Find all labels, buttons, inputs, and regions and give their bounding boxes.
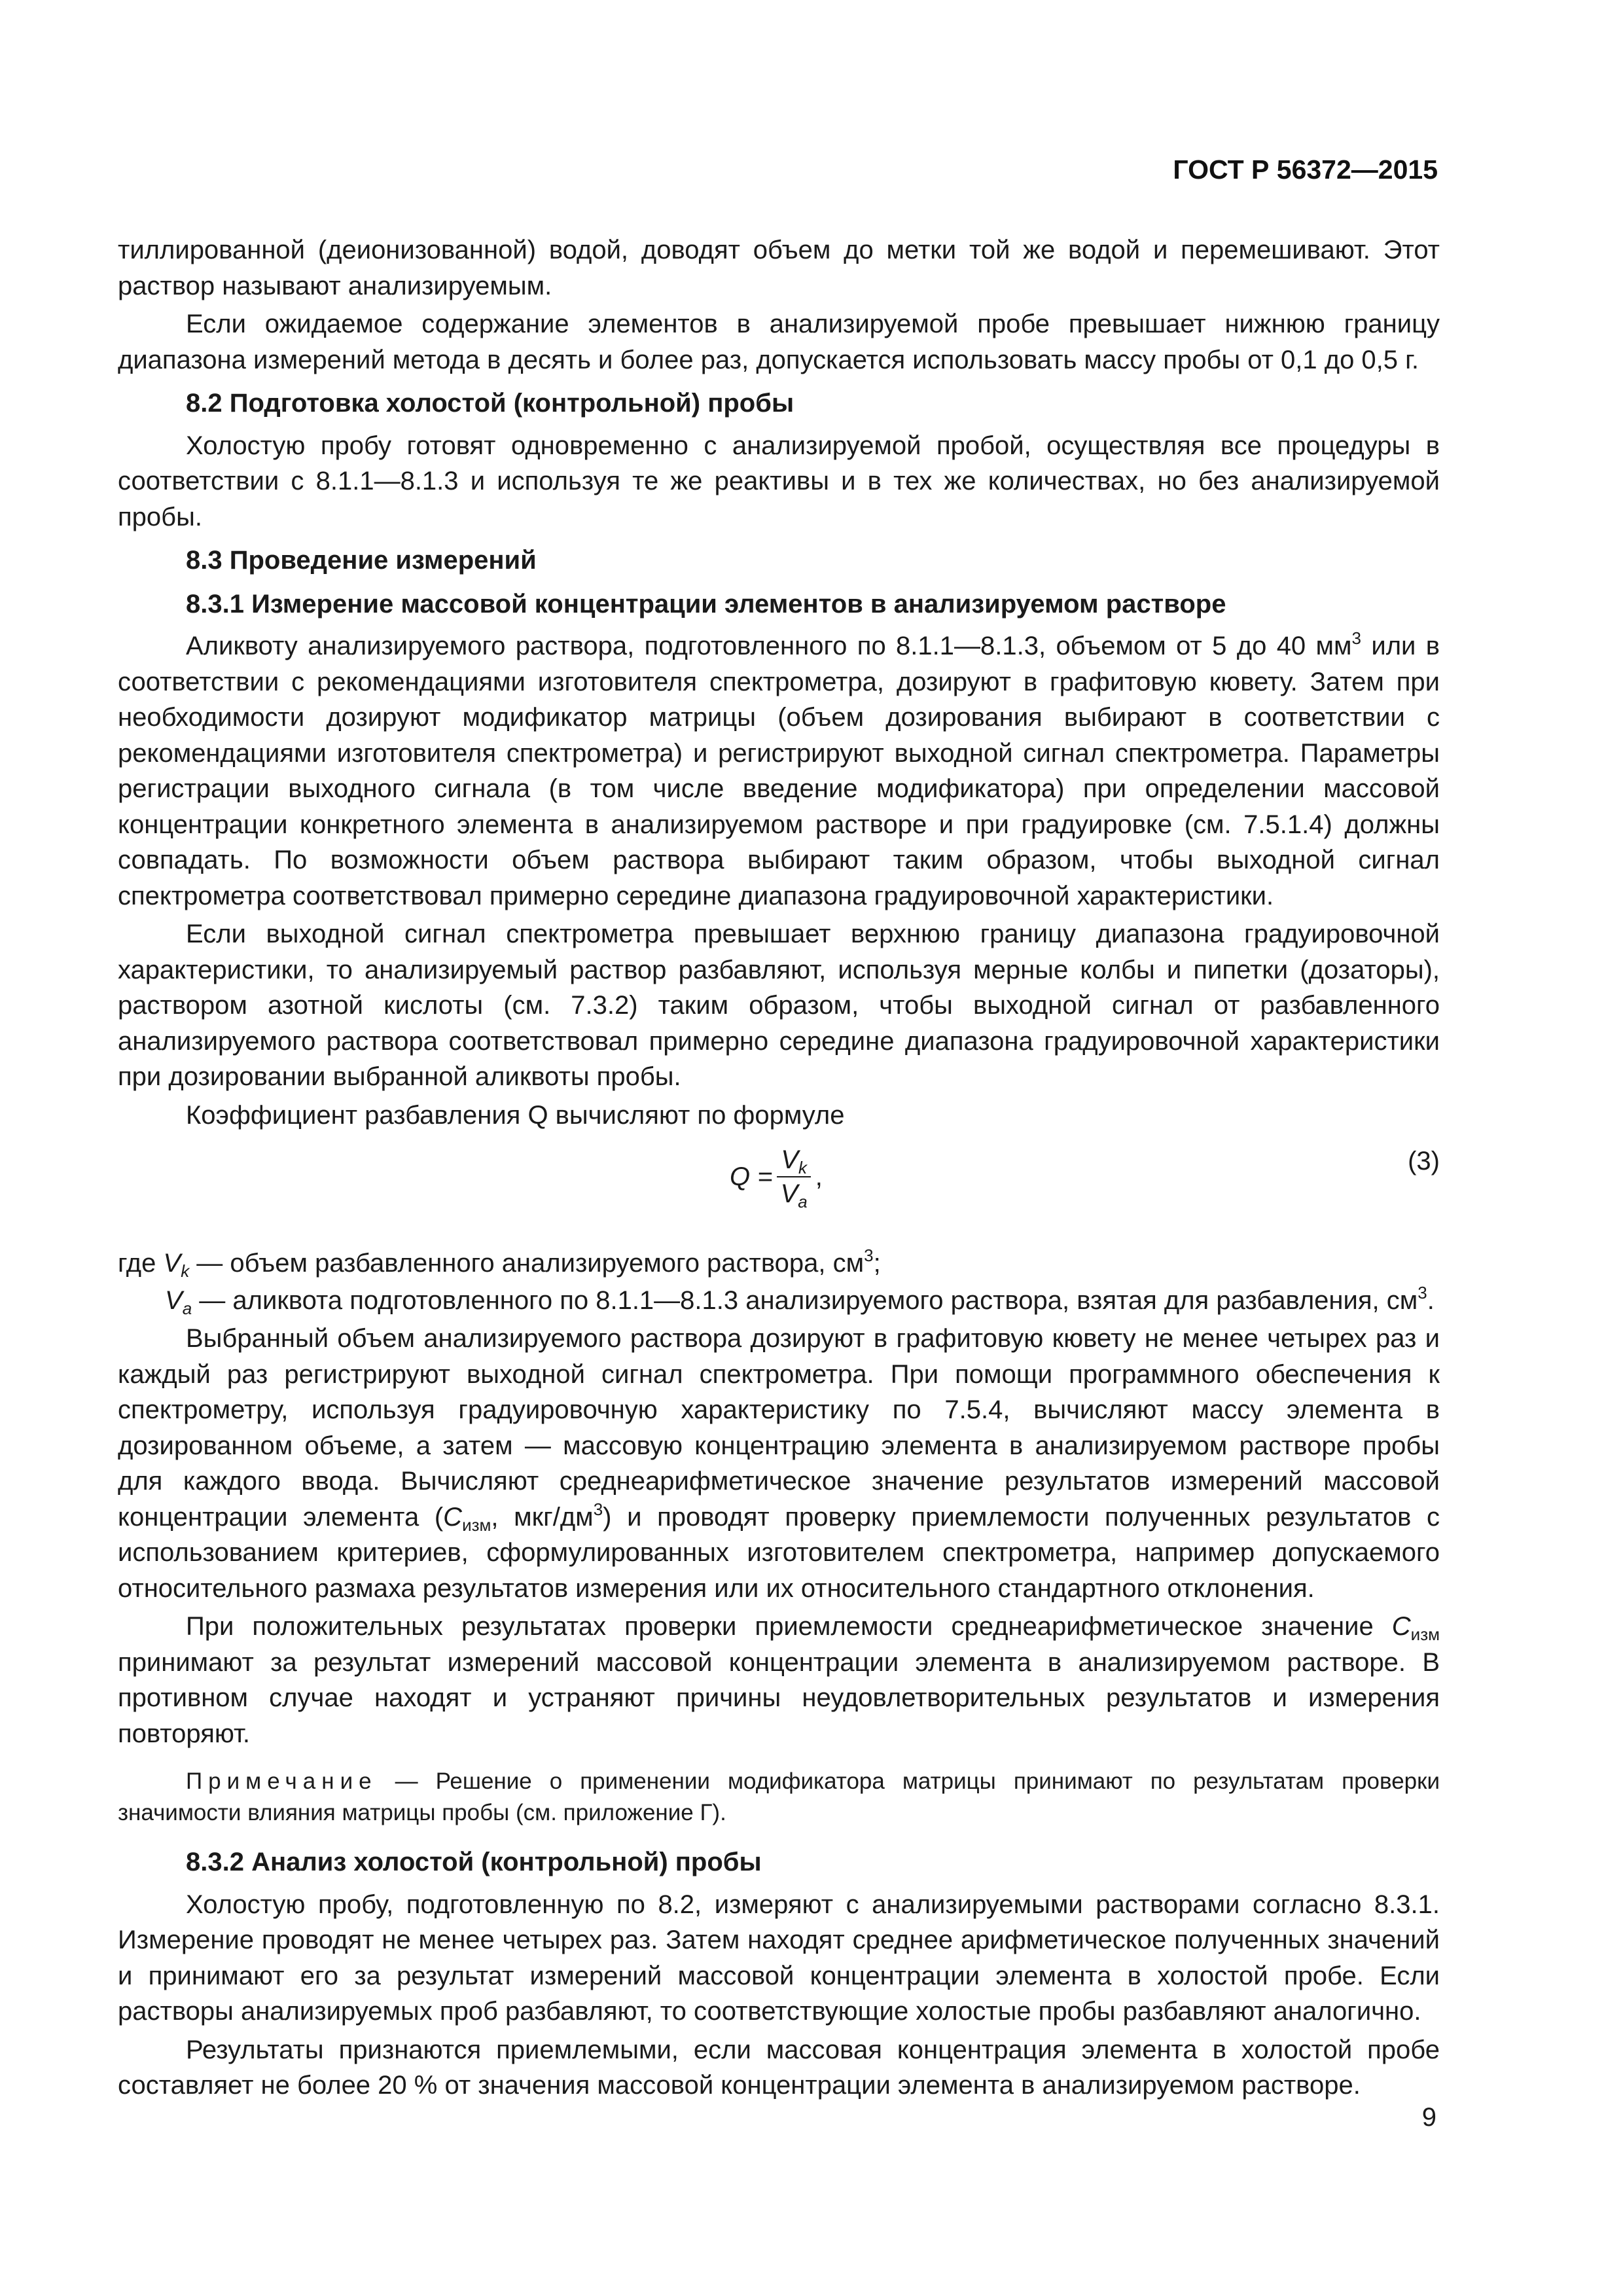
page-number: 9 bbox=[1421, 2103, 1436, 2132]
paragraph-measurement-repeat: Выбранный объем анализируемого раствора дозируют в графитовую кювету не менее четырех раз и каждый раз регистрируют выходной сигнал спектрометра. При помощи программного обеспечения к спектрометру, используя градуировочную характеристику по 7.5.4, вычисляют массу элемента в дозированном объеме, а затем — массовую концентрацию элемента в анализируемом растворе пробы для каждого ввода. Вычисляют среднеарифметическое значение результатов измерений массовой концентрации элемента ($C_{изм}$, мкг/$дм^3$) и проводят проверку приемлемости полученных результатов с использованием критериев, сформулированных изготовителем спектрометра, например допускаемого относительного размаха результатов измерения или их относительного стандартного отклонения. bbox=[118, 1324, 1440, 1603]
formula-numerator: $V_k$ bbox=[777, 1145, 811, 1177]
section-heading-8-3-2: 8.3.2 Анализ холостой (контрольной) пробы bbox=[186, 1848, 762, 1876]
paragraph-results-acceptable: Результаты признаются приемлемыми, если массовая концентрация элемента в холостой пробе составляет не более 20 % от значения массовой концентрации элемента в анализируемом растворе. bbox=[118, 2035, 1440, 2100]
formula-denominator: $V_a$ bbox=[780, 1179, 808, 1211]
paragraph-blank-analysis: Холостую пробу, подготовленную по 8.2, измеряют с анализируемыми растворами согласно 8.3.1. Измерение проводят не менее четырех раз. Затем находят среднее арифметическое полученных значений и принимают его за результат измерений массовой концентрации элемента в холостой пробе. Если растворы анализируемых проб разбавляют, то соответствующие холостые пробы разбавляют аналогично. bbox=[118, 1890, 1440, 2026]
section-heading-8-2: 8.2 Подготовка холостой (контрольной) пробы bbox=[186, 389, 794, 418]
note bbox=[118, 1766, 1440, 1829]
formula-lhs: Q = bbox=[730, 1162, 773, 1191]
paragraph-acceptance: При положительных результатах проверки приемлемости среднеарифметическое значение $C_{изм}$ принимают за результат измерений массовой концентрации элемента в анализируемом растворе. В противном случае находят и устраняют причины неудовлетворительных результатов и измерения повторяют. bbox=[118, 1612, 1440, 1748]
formula-expression: Q = $\frac{V_k}{V_a}$ , bbox=[730, 1145, 823, 1211]
definition-va: $V_a$ — аликвота подготовленного по 8.1.1—8.1.3 анализируемого раствора, взятая для разбавления, $см^3$. bbox=[165, 1282, 1435, 1318]
paragraph-dilution-coefficient: Коэффициент разбавления Q вычисляют по формуле bbox=[186, 1100, 845, 1130]
paragraph-dilution: Если выходной сигнал спектрометра превышает верхнюю границу диапазона градуировочной характеристики, то анализируемый раствор разбавляют, используя мерные колбы и пипетки (дозаторы), раствором азотной кислоты (см. 7.3.2) таким образом, чтобы выходной сигнал от разбавленного анализируемого раствора соответствовал примерно середине диапазона градуировочной характеристики при дозировании выбранной аликвоты пробы. bbox=[118, 920, 1440, 1091]
formula-number: (3) bbox=[1408, 1147, 1440, 1175]
page-content bbox=[118, 232, 1440, 2106]
paragraph-blank-sample: Холостую пробу готовят одновременно с анализируемой пробой, осуществляя все процедуры в соответствии с 8.1.1—8.1.3 и используя те же реактивы и в тех же количествах, но без анализируемой пробы. bbox=[118, 431, 1440, 531]
section-heading-8-3: 8.3 Проведение измерений bbox=[186, 546, 537, 575]
document-id-header: ГОСТ Р 56372—2015 bbox=[1173, 154, 1438, 185]
formula-fraction bbox=[777, 1145, 812, 1209]
paragraph-continuation: тиллированной (деионизованной) водой, доводят объем до метки той же водой и перемешивают. Этот раствор называют анализируемым. bbox=[118, 236, 1440, 300]
definition-vk: где $V_k$ — объем разбавленного анализируемого раствора, $см^3$; bbox=[118, 1246, 881, 1281]
formula-3 bbox=[118, 1138, 1440, 1236]
note-text: — Решение о применении модификатора матрицы принимают по результатам проверки значимости влияния матрицы пробы (см. приложение Г). bbox=[118, 1768, 1440, 1825]
paragraph-sample-mass: Если ожидаемое содержание элементов в анализируемой пробе превышает нижнюю границу диапазона измерений метода в десять и более раз, допускается использовать массу пробы от 0,1 до 0,5 г. bbox=[118, 310, 1440, 374]
section-heading-8-3-1: 8.3.1 Измерение массовой концентрации элементов в анализируемом растворе bbox=[186, 589, 1226, 619]
paragraph-aliquot: Аликвоту анализируемого раствора, подготовленного по 8.1.1—8.1.3, объемом от 5 до 40 $мм^3$ или в соответствии с рекомендациями изготовителя спектрометра, дозируют в графитовую кювету. Затем при необходимости дозируют модификатор матрицы (объем дозирования выбирают в соответствии с рекомендациями изготовителя спектрометра) и регистрируют выходной сигнал спектрометра. Параметры регистрации выходного сигнала (в том числе введение модификатора) при определении массовой концентрации конкретного элемента в анализируемом растворе и при градуировке (см. 7.5.1.4) должны совпадать. По возможности объем раствора выбирают таким образом, чтобы выходной сигнал спектрометра соответствовал примерно середине диапазона градуировочной характеристики. bbox=[118, 628, 1440, 910]
note-label: Примечание bbox=[186, 1768, 378, 1794]
